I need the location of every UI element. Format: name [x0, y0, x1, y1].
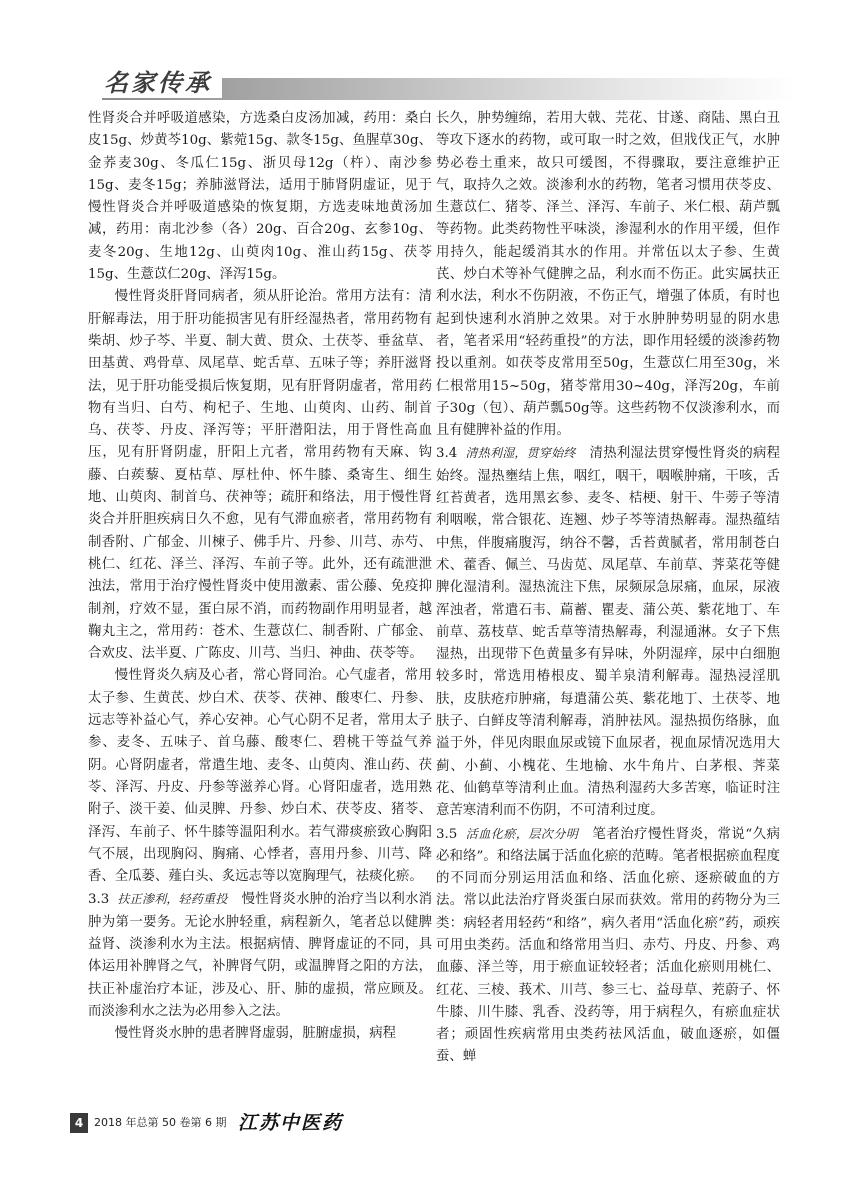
section-title: 名家传承	[98, 68, 222, 98]
paragraph: 慢性肾炎水肿的患者脾肾虚弱，脏腑虚损，病程	[114, 1026, 396, 1042]
right-column	[436, 108, 780, 1069]
section-heading-paragraph	[436, 442, 780, 822]
section-number: 3.3	[88, 892, 110, 908]
section-number: 3.4	[436, 446, 458, 462]
journal-name: 江苏中医药	[238, 1112, 344, 1134]
section-heading-paragraph	[88, 888, 432, 1023]
section-subtitle: 扶正渗利，轻药重投	[117, 892, 228, 907]
left-column	[88, 108, 432, 1045]
section-subtitle: 清热利湿，贯穿始终	[465, 446, 576, 461]
page-number: 4	[70, 1113, 88, 1133]
section-number: 3.5	[436, 826, 458, 842]
continued-paragraph: 长久，肿势缠绵，若用大戟、芫花、甘遂、商陆、黑白丑等攻下逐水的药物，或可取一时之效，但戕伐正气，水肿势必卷土重来，故只可缓图，不得骤取，要注意维护正气，取持久之效。淡渗利水的药物，笔者习惯用茯苓皮、生薏苡仁、猪苓、泽兰、泽泻、车前子、米仁根、葫芦瓢等药物。此类药物性平味淡，渗湿利水的作用平缓，但作用持久，能起缓消其水的作用。并常伍以太子参、生黄芪、炒白术等补气健脾之品，利水而不伤正。此实属扶正利水法，利水不伤阴液，不伤正气，增强了体质，有时也起到快速利水消肿之效果。对于水肿肿势明显的阴水患者，笔者采用“轻药重投”的方法，即作用轻缓的淡渗药物投以重剂。如茯苓皮常用至50g，生薏苡仁用至30g，米仁根常用15~50g，猪苓常用30~40g，泽泻20g，车前子30g（包）、葫芦瓢50g等。这些药物不仅淡渗利水，而且有健脾补益的作用。	[436, 111, 780, 439]
paragraph-text: 慢性肾炎水肿的治疗当以利水消肿为第一要务。无论水肿轻重，病程新久，笔者总以健脾益肾、淡渗利水为主法。根据病情、脾肾虚证的不同，具体运用补脾肾之气，补脾肾气阴，或温脾肾之阳的方法，扶正补虚治疗本证，涉及心、肝、肺的虚损，常应顾及。而淡渗利水之法为必用参入之法。	[88, 892, 432, 1019]
page-footer	[70, 1109, 770, 1137]
paragraph: 慢性肾炎肝肾同病者，须从肝论治。常用方法有：清肝解毒法，用于肝功能损害见有肝经湿热者，常用药物有柴胡、炒子芩、半夏、制大黄、贯众、土茯苓、垂盆草、田基黄、鸡骨草、凤尾草、蛇舌草、五味子等；养肝滋肾法，见于肝功能受损后恢复期，见有肝肾阴虚者，常用药物有当归、白芍、枸杞子、生地、山萸肉、山药、制首乌、茯苓、丹皮、泽泻等；平肝潜阳法，用于肾性高血压，见有肝肾阴虚，肝阳上亢者，常用药物有天麻、钩藤、白蒺藜、夏枯草、厚杜仲、怀牛膝、桑寄生、细生地、山萸肉、制首乌、茯神等；疏肝和络法，用于慢性肾炎合并肝胆疾病日久不愈，见有气滞血瘀者，常用药物有制香附、广郁金、川楝子、佛手片、丹参、川芎、赤芍、桃仁、红花、泽兰、泽泻、车前子等。此外，还有疏泄泄浊法，常用于治疗慢性肾炎中使用激素、雷公藤、免疫抑制剂，疗效不显，蛋白尿不消，而药物副作用明显者，越鞠丸主之，常用药：苍术、生薏苡仁、制香附、广郁金、合欢皮、法半夏、广陈皮、川芎、当归、神曲、茯苓等。	[88, 289, 432, 662]
issue-info: 2018 年总第 50 卷第 6 期	[94, 1116, 227, 1129]
paragraph-text: 清热利湿法贯穿慢性肾炎的病程始终。湿热壅结上焦，咽红，咽干，咽喉肿痛，干咳，舌红苔黄者，选用黑玄参、麦冬、桔梗、射干、牛蒡子等清利咽喉，常合银花、连翘、炒子芩等清热解毒。湿热蕴结中焦，伴腹痛腹泻，纳谷不馨，舌苔黄腻者，常用制苍白术、藿香、佩兰、马齿苋、凤尾草、车前草、荠菜花等健脾化湿清利。湿热流注下焦，尿频尿急尿痛，血尿，尿液浑浊者，常遣石韦、萹蓄、瞿麦、蒲公英、紫花地丁、车前草、荔枝草、蛇舌草等清热解毒，利湿通淋。女子下焦湿热，出现带下色黄量多有异味，外阴湿痒，尿中白细胞较多时，常选用椿根皮、蜀羊泉清利解毒。湿热浸淫肌肤，皮肤疮疖肿痛，每遣蒲公英、紫花地丁、土茯苓、地肤子、白鲜皮等清利解毒，消肿祛风。湿热损伤络脉，血溢于外，伴见肉眼血尿或镜下血尿者，视血尿情况选用大蓟、小蓟、小槐花、生地榆、水牛角片、白茅根、荠菜花、仙鹤草等清利止血。清热利湿药大多苦寒，临证时注意苦寒清利而不伤阴，不可清利过度。	[436, 446, 780, 819]
section-subtitle: 活血化瘀，层次分明	[465, 826, 579, 841]
paragraph: 慢性肾炎久病及心者，常心肾同治。心气虚者，常用太子参、生黄芪、炒白术、茯苓、茯神、酸枣仁、丹参、远志等补益心气，养心安神。心气心阴不足者，常用太子参、麦冬、五味子、首乌藤、酸枣仁、碧桃干等益气养阴。心肾阴虚者，常遣生地、麦冬、山萸肉、淮山药、茯苓、泽泻、丹皮、丹参等滋养心肾。心肾阳虚者，选用熟附子、淡干姜、仙灵脾、丹参、炒白术、茯苓皮、猪苓、泽泻、车前子、怀牛膝等温阳利水。若气滞痰瘀致心胸阳气不展，出现胸闷、胸痛、心悸者，喜用丹参、川芎、降香、全瓜蒌、薤白头、炙远志等以宽胸理气，祛痰化瘀。	[88, 668, 432, 885]
section-heading-paragraph	[436, 823, 780, 1069]
paragraph-text: 笔者治疗慢性肾炎，常说“久病必和络”。和络法属于活血化瘀的范畴。笔者根据瘀血程度的不同而分别运用活血和络、活血化瘀、逐瘀破血的方法。常以此法治疗肾炎蛋白尿而获效。常用的药物分为三类：病轻者用轻药“和络”，病久者用“活血化瘀”药，顽疾可用虫类药。活血和络常用当归、赤芍、丹皮、丹参、鸡血藤、泽兰等，用于瘀血证较轻者；活血化瘀则用桃仁、红花、三棱、莪术、川芎、参三七、益母草、茺蔚子、怀牛膝、川牛膝、乳香、没药等，用于病程久，有瘀血症状者；顽固性疾病常用虫类药祛风活血，破血逐瘀，如僵蚕、蝉	[436, 826, 780, 1065]
continued-paragraph: 性肾炎合并呼吸道感染，方选桑白皮汤加减，药用：桑白皮15g、炒黄芩10g、紫菀15g、款冬15g、鱼腥草30g、金荞麦30g、冬瓜仁15g、浙贝母12g（杵）、南沙参15g、麦冬15g；养肺滋肾法，适用于肺肾阴虚证，见于慢性肾炎合并呼吸道感染的恢复期，方选麦味地黄汤加减，药用：南北沙参（各）20g、百合20g、玄参10g、麦冬20g、生地12g、山萸肉10g、淮山药15g、茯苓15g、生薏苡仁20g、泽泻15g。	[88, 111, 432, 283]
page-header	[62, 68, 797, 98]
